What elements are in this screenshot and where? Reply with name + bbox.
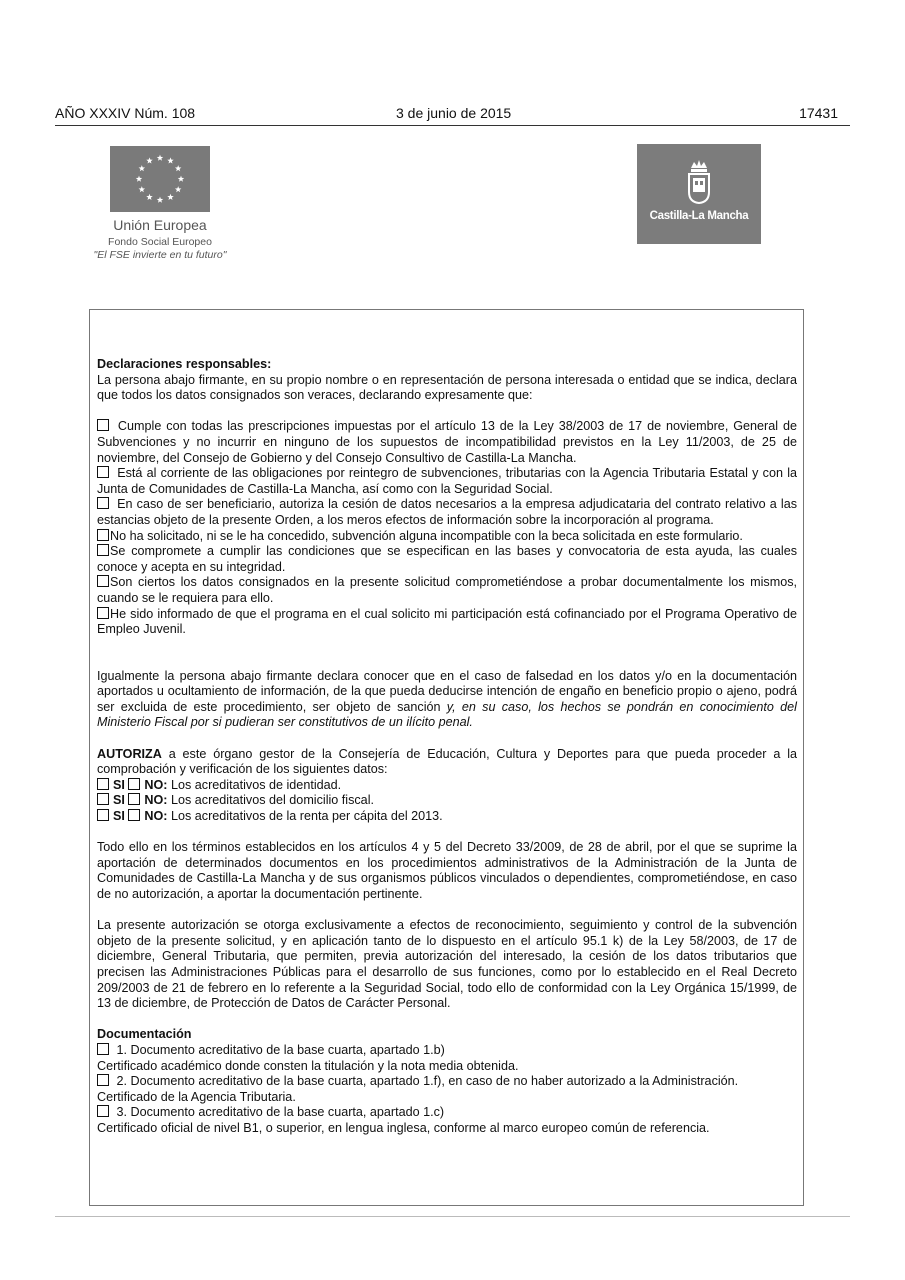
- eu-star-icon: [157, 197, 163, 203]
- declaration-checkbox[interactable]: [97, 497, 109, 509]
- falsedad-paragraph: Igualmente la persona abajo firmante declara conocer que en el caso de falsedad en los datos y/o en la documentación aportados u ocultamiento de información, de la que pueda deducirse intención de engaño en beneficio propio o ajeno, podrá ser excluida de este procedimiento, ser objeto de sanción y, en su caso, los hechos se pondrán en conocimiento del Ministerio Fiscal por si pudieran ser constitutivos de un ilícito penal.: [97, 668, 797, 730]
- eu-star-icon: [146, 157, 152, 163]
- issue-date: 3 de junio de 2015: [396, 105, 512, 121]
- document-checkbox[interactable]: [97, 1074, 109, 1086]
- page-number: 17431: [799, 105, 838, 121]
- declaration-item: He sido informado de que el programa en el cual solicito mi participación está cofinanciado por el Programa Operativo de Empleo Juvenil.: [97, 606, 797, 637]
- eu-star-icon: [136, 176, 142, 182]
- eu-star-icon: [139, 186, 145, 192]
- declaration-checkbox[interactable]: [97, 544, 109, 556]
- document-item: 2. Documento acreditativo de la base cuarta, apartado 1.f), en caso de no haber autorizado a la Administración.: [97, 1074, 797, 1090]
- eu-flag-icon: [110, 146, 210, 212]
- eu-logo: [80, 146, 240, 261]
- eu-star-icon: [167, 194, 173, 200]
- declaration-checkbox[interactable]: [97, 466, 109, 478]
- declaration-item: Se compromete a cumplir las condiciones que se especifican en las bases y convocatoria de esta ayuda, las cuales conoce y acepta en su integridad.: [97, 544, 797, 574]
- eu-name: Unión Europea: [113, 217, 207, 233]
- autoriza-row: SI NO: Los acreditativos del domicilio fiscal.: [97, 793, 797, 809]
- declaration-checkbox[interactable]: [97, 607, 109, 619]
- declaration-checkbox[interactable]: [97, 419, 109, 431]
- eu-fund: Fondo Social Europeo: [108, 236, 212, 248]
- declaration-item: Son ciertos los datos consignados en la presente solicitud comprometiéndose a probar documentalmente los mismos, cuando se le requiera para ello.: [97, 575, 797, 605]
- no-checkbox[interactable]: [128, 809, 140, 821]
- footer-rule: [55, 1216, 850, 1217]
- eu-star-icon: [139, 165, 145, 171]
- autoriza-row: SI NO: Los acreditativos de la renta per cápita del 2013.: [97, 809, 797, 825]
- documentacion-title: Documentación: [97, 1027, 192, 1042]
- eu-star-icon: [146, 194, 152, 200]
- declaration-checkbox[interactable]: [97, 529, 109, 541]
- si-checkbox[interactable]: [97, 793, 109, 805]
- declaration-item: No ha solicitado, ni se le ha concedido, subvención alguna incompatible con la beca solicitada en este formulario.: [97, 529, 797, 545]
- page-header: [55, 104, 850, 126]
- eu-star-icon: [157, 155, 163, 161]
- decreto-paragraph: Todo ello en los términos establecidos en los artículos 4 y 5 del Decreto 33/2009, de 28 de abril, por el que se suprime la aportación de determinados documentos en los procedimientos administrativos de la Administración de la Junta de Comunidades de Castilla-La Mancha y de sus organismos públicos vinculados o dependientes, comprometiéndose, en caso de no autorización, a aportar la documentación pertinente.: [97, 840, 797, 901]
- issue-number: AÑO XXXIV Núm. 108: [55, 105, 196, 121]
- document-desc: Certificado académico donde consten la titulación y la nota media obtenida.: [97, 1058, 519, 1073]
- autoriza-paragraph: AUTORIZA a este órgano gestor de la Consejería de Educación, Cultura y Deportes para que pueda proceder a la comprobación y verificación de los siguientes datos:: [97, 746, 797, 777]
- eu-star-icon: [167, 157, 173, 163]
- declaraciones-title: Declaraciones responsables:: [97, 357, 272, 371]
- document-desc: Certificado de la Agencia Tributaria.: [97, 1089, 296, 1104]
- eu-star-icon: [175, 165, 181, 171]
- document-checkbox[interactable]: [97, 1105, 109, 1117]
- coat-of-arms-icon: [686, 158, 712, 204]
- document-item: 1. Documento acreditativo de la base cuarta, apartado 1.b): [97, 1043, 797, 1059]
- no-checkbox[interactable]: [128, 793, 140, 805]
- eu-star-icon: [175, 186, 181, 192]
- declaration-item: En caso de ser beneficiario, autoriza la cesión de datos necesarios a la empresa adjudicataria del contrato relativo a las estancias objeto de la presente Orden, a los meros efectos de información sobre la incorporación al programa.: [97, 497, 797, 527]
- clm-name: Castilla-La Mancha: [649, 210, 749, 222]
- declaraciones-intro: La persona abajo firmante, en su propio nombre o en representación de persona interesada o entidad que se indica, declara que todos los datos consignados son veraces, declarando expresamente que:: [97, 372, 797, 403]
- autorizacion-paragraph: La presente autorización se otorga exclusivamente a efectos de reconocimiento, seguimiento y control de la subvención objeto de la presente solicitud, y en aplicación tanto de lo dispuesto en el artículo 95.1 k) de la Ley 58/2003, de 17 de diciembre, General Tributaria, que permiten, previa autorización del interesado, la cesión de los datos tributarios que precisen las Administraciones Públicas para el desarrollo de sus funciones, como por lo establecido en el Real Decreto 209/2003 de 21 de febrero en lo referente a la Seguridad Social, todo ello de conformidad con la Ley Orgánica 15/1999, de 13 de diciembre, de Protección de Datos de Carácter Personal.: [97, 918, 797, 1011]
- document-item: 3. Documento acreditativo de la base cuarta, apartado 1.c): [97, 1105, 797, 1121]
- declaration-item: Cumple con todas las prescripciones impuestas por el artículo 13 de la Ley 38/2003 de 17 de noviembre, General de Subvenciones y no incurrir en ninguno de los supuestos de incompatibilidad previstos en la Ley 11/2003, de 25 de noviembre, del Consejo de Gobierno y del Consejo Consultivo de Castilla-La Mancha.: [97, 419, 797, 465]
- clm-logo: [637, 144, 761, 244]
- declaration-item: Está al corriente de las obligaciones por reintegro de subvenciones, tributarias con la Agencia Tributaria Estatal y con la Junta de Comunidades de Castilla-La Mancha, así como con la Seguridad Social.: [97, 466, 797, 496]
- eu-slogan: "El FSE invierte en tu futuro": [93, 249, 227, 261]
- document-checkbox[interactable]: [97, 1043, 109, 1055]
- autoriza-row: SI NO: Los acreditativos de identidad.: [97, 778, 797, 794]
- si-checkbox[interactable]: [97, 778, 109, 790]
- eu-star-icon: [178, 176, 184, 182]
- form-content: [97, 357, 797, 1137]
- document-desc: Certificado oficial de nivel B1, o superior, en lengua inglesa, conforme al marco europeo común de referencia.: [97, 1120, 710, 1135]
- declaration-checkbox[interactable]: [97, 575, 109, 587]
- no-checkbox[interactable]: [128, 778, 140, 790]
- si-checkbox[interactable]: [97, 809, 109, 821]
